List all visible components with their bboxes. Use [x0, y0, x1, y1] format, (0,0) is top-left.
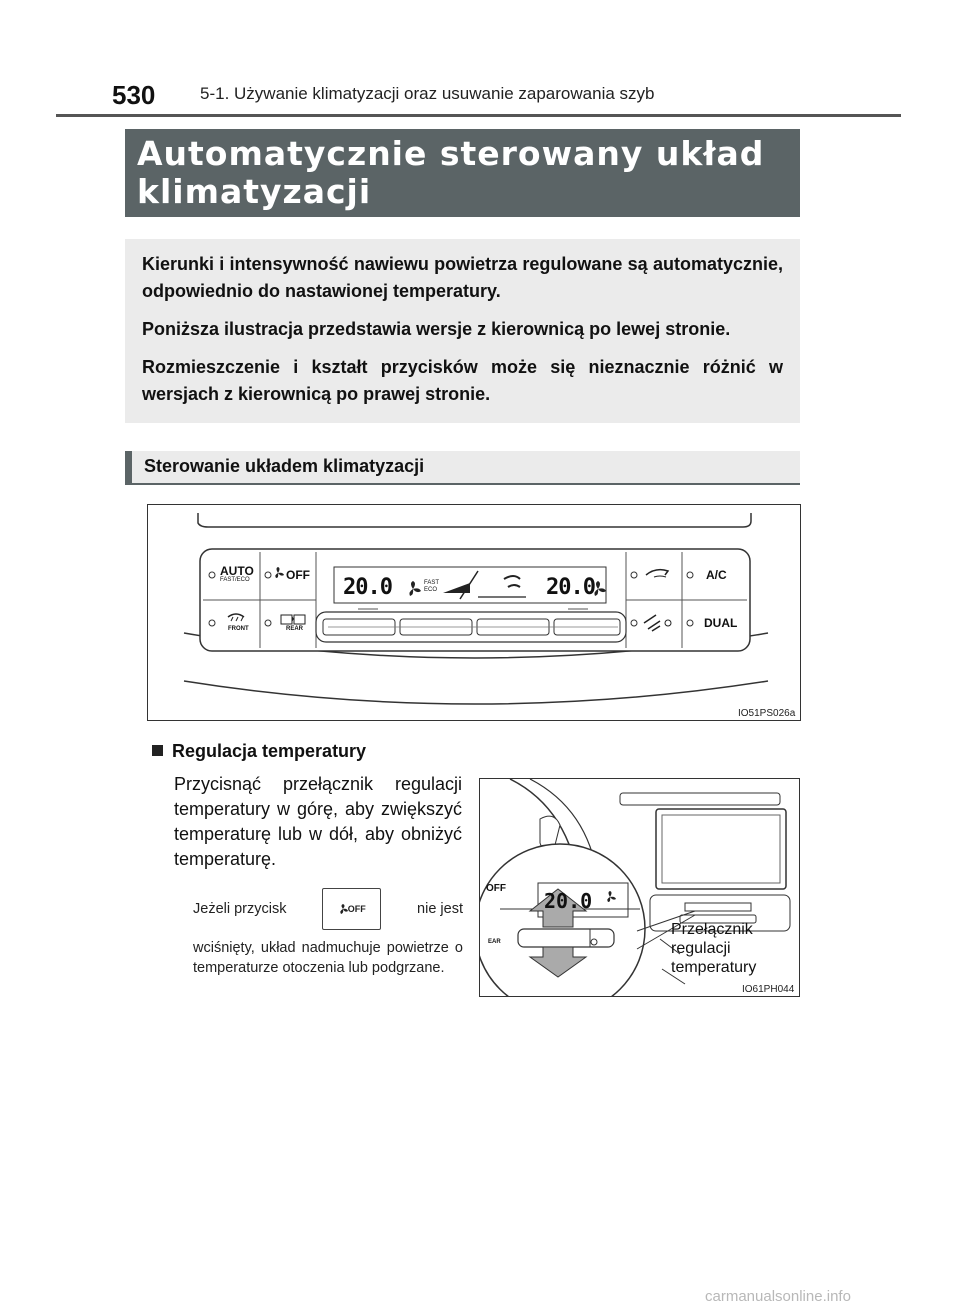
front-defroster-label: FRONT: [228, 626, 249, 632]
note-before-button: Jeżeli przycisk: [193, 901, 287, 917]
zoom-off-partial-label: OFF: [486, 883, 506, 894]
auto-button-label: AUTO: [220, 564, 254, 578]
dual-button-label: DUAL: [704, 616, 738, 630]
fan-icon: [338, 904, 348, 914]
header-rule: [56, 114, 901, 117]
ac-button-label: A/C: [706, 568, 727, 582]
intro-paragraph-1: Kierunki i intensywność nawiewu powietrza regulowane są automatycznie, odpowiednio do nastawionej temperatury.: [142, 254, 783, 301]
fan-off-button-label: OFF: [286, 568, 310, 582]
intro-paragraph-3: Rozmieszczenie i kształt przycisków może się nieznacznie różnić w wersjach z kierownicą po prawej stronie.: [142, 357, 783, 404]
zoom-temperature-display: 20.0: [544, 889, 593, 913]
figure2-code: IO61PH044: [742, 984, 795, 995]
subsection-heading: [152, 741, 366, 762]
callout-line-1: Przełącznik: [671, 921, 753, 938]
callout-line-2: regulacji: [671, 940, 731, 957]
site-watermark: carmanualsonline.info: [705, 1288, 851, 1305]
figure1-code: IO51PS026a: [738, 708, 796, 719]
rear-defogger-label: REAR: [286, 626, 304, 632]
running-header: 5-1. Używanie klimatyzacji oraz usuwanie zaparowania szyb: [200, 84, 655, 103]
subsection-title: Regulacja temperatury: [172, 741, 367, 761]
note-after-button: nie jest: [417, 901, 463, 917]
control-panel-figure: [147, 504, 801, 721]
temperature-switch-callout: [671, 920, 756, 977]
fan-off-button-image-label: OFF: [347, 904, 366, 914]
fan-off-button-image: [322, 888, 381, 930]
intro-box: [125, 239, 800, 423]
note-rest: wciśnięty, układ nadmuchuje powietrze o temperaturze otoczenia lub podgrzane.: [193, 940, 463, 976]
right-temperature-display: 20.0: [546, 575, 595, 600]
control-panel-illustration: [148, 505, 801, 721]
subsection-body: Przycisnąć przełącznik regulacji temperatury w górę, aby zwiększyć temperaturę lub w dół, aby obniżyć temperaturę.: [174, 774, 462, 869]
chapter-title-line-2: klimatyzacji: [137, 172, 372, 211]
auto-button-sublabel: FAST/ECO: [220, 577, 250, 583]
mode-fast-label: FAST: [424, 580, 440, 586]
zoom-rear-partial-label: EAR: [488, 939, 501, 945]
note-first-line: [193, 888, 463, 930]
left-temperature-display: 20.0: [343, 575, 392, 600]
chapter-title: [125, 129, 800, 217]
note: [193, 888, 463, 978]
mode-eco-label: ECO: [424, 587, 438, 593]
callout-line-3: temperatury: [671, 959, 757, 976]
chapter-title-line-1: Automatycznie sterowany układ: [137, 134, 765, 173]
page-number: 530: [112, 80, 156, 110]
bullet-square-icon: [152, 745, 163, 756]
intro-paragraph-2: Poniższa ilustracja przedstawia wersje z kierownicą po lewej stronie.: [142, 319, 731, 339]
section-heading: Sterowanie układem klimatyzacji: [125, 451, 800, 485]
